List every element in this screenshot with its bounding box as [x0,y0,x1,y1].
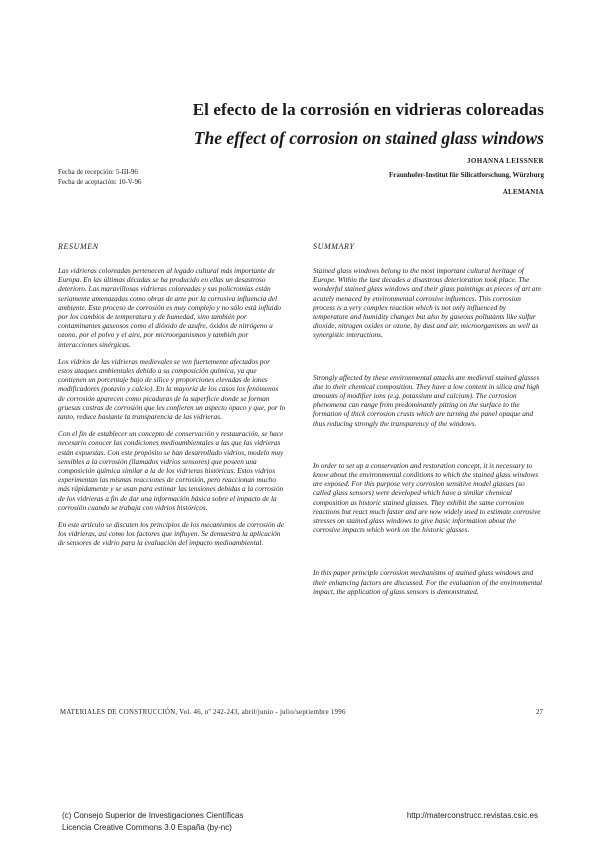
author-affiliation: Fraunhofer-Institut für Silicatforschung, Würzburg [388,171,544,179]
resumen-column [58,242,286,548]
summary-paragraph: Strongly affected by these environmental attacks are medieval stained glasses due to their chemical composition. They have a low content in silica and high amounts of modifier ions (e.g. potassium and calcium). The corrosion phenomena can range from predominantly pitting on the surface to the formation of thick corrosion crusts which are turning the panel opaque and thus reducing strongly the transparency of the windows. [313,372,540,428]
resumen-paragraph: Con el fin de establecer un concepto de conservación y restauración, se hace necesario conocer las condiciones medioambientales a las que las vidrieras están expuestas. Con este propósito se han desarrollado vidrios, modelo muy sensibles a la corrosión (llamados vidrios sensores) que poseen una composición química similar a la de los vidrieras históricas. Estos vidrios experimentan las mismas reacciones de corrosión, pero reaccionan mucho más rápidamente y se usan para estimar las tensiones debidas a la corrosión de los vidrieras a fin de dar una información básica sobre el impacto de la corrosión cuando se trabaja con vidrios históricos. [58,429,284,512]
author-country: ALEMANIA [502,188,544,196]
journal-footer: MATERIALES DE CONSTRUCCIÓN, Vol. 46, nº 242-243, abril/junio - julio/septiembre 1996 [60,709,346,716]
accepted-date: Fecha de aceptación: 10-V-96 [58,177,142,186]
resumen-paragraph: Los vidrios de las vidrieras medievales se ven fuertemente afectados por estos ataques ambientales debido a su composición química, ya que contienen un porcentaje bajo de sílice y proporciones elevadas de iones modificadores (potasio y calcio). En la mayoría de los casos los fenómenos de corrosión aparecen como picaduras de la superficie donde se forman gruesas costras de corrosión que les confieren un aspecto opaco y que, por lo tanto, reduce bastante la transparencia de las vidrieras. [58,356,286,422]
copyright-notice: (c) Consejo Superior de Investigaciones Científicas [62,811,244,820]
journal-url-link[interactable]: http://materconstrucc.revistas.csic.es [406,811,538,820]
summary-heading: SUMMARY [313,242,355,251]
title-english: The effect of corrosion on stained glass windows [193,128,544,148]
resumen-paragraph: Las vidrieras coloreadas pertenecen al legado cultural más importante de Europa. En las últimas décadas se ha producido en ellas un desastroso deterioro. Las maravillosas vidrieras coloreadas y sus policromías están seriamente amenazadas como obras de arte por la corrosiva influencia del ambiente. Este proceso de corrosión es muy complejo y no sólo está influido por los cambios de temperatura y de humedad, sino también por contaminantes gaseosos como el dióxido de azufre, óxidos de nitrógeno u ozono, por el polvo y el aire, por microorganismos y también por interacciones sinérgicas. [58,266,281,349]
license-notice: Licencia Creative Commons 3.0 España (by-nc) [62,823,232,832]
received-date: Fecha de recepción: 5-III-96 [58,168,138,176]
submission-dates [58,168,142,187]
resumen-paragraph: En este artículo se discuten los principios de los mecanismos de corrosión de los vidrieras, así como los factores que influyen. Se demuestra la aplicación de sensores de vidrio para la evaluación del impacto medioambiental. [58,520,284,548]
summary-paragraph: Stained glass windows belong to the most important cultural heritage of Europe. Within the last decades a disastrous deterioration took place. The wonderful stained glass windows and their glass paintings as pieces of art are acutely menaced by environmental corrosive influences. This corrosion process is a very complex reaction which is not only influenced by temperature and humidity changes but also by gaseous pollutants like sulfur dioxide, nitrogen oxides or ozone, by dust and air, microorganisms as well as synergistic interactions. [313,266,542,340]
summary-paragraph: In this paper principle corrosion mechanisms of stained glass windows and their enhancing factors are discussed. For the evaluation of the environmental impact, the application of glass sensors is demonstrated. [313,568,543,596]
resumen-heading: RESUMEN [58,242,99,251]
page-number: 27 [536,708,543,716]
summary-column [313,242,543,596]
title-spanish: El efecto de la corrosión en vidrieras coloreadas [192,100,544,119]
summary-paragraph: In order to set up a conservation and restoration concept, it is necessary to know about the environmental conditions to which the stained glass windows are exposed. For this purpose very corrosion sensitive model glasses (so called glass sensors) were developed which have a similar chemical composition as historic stained glasses. They exhibit the same corrosion reactions but react much faster and are now widely used to estimate corrosive stresses on stained glass windows to give basic information about the corrosive impacts which work on the historic glasses. [313,460,541,535]
author-name: JOHANNA LEISSNER [466,157,544,165]
